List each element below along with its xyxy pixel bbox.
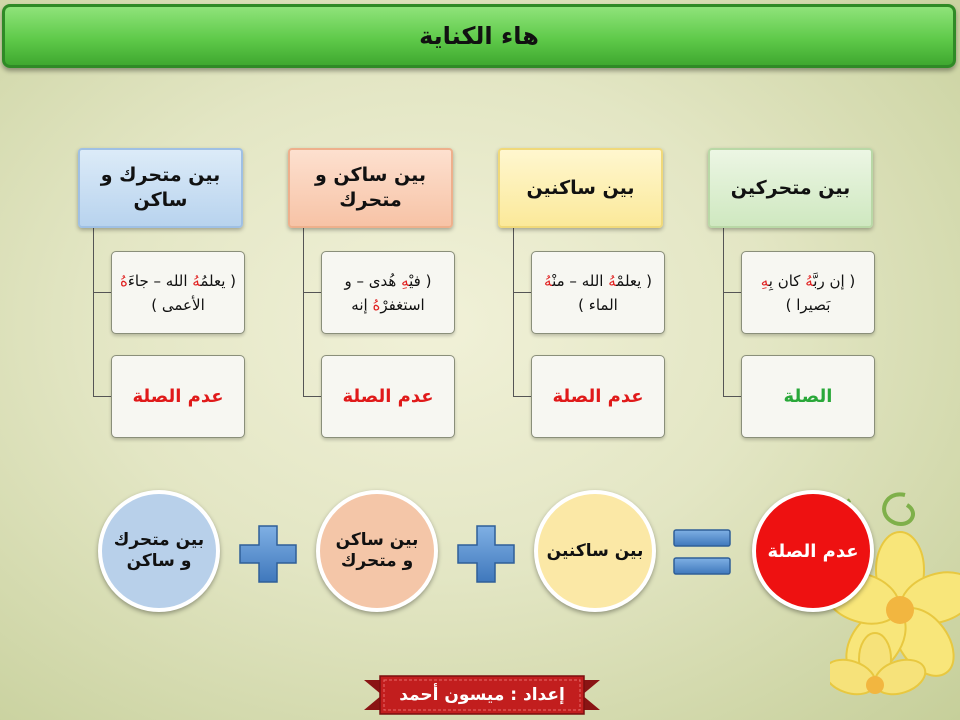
tree-connector xyxy=(93,292,111,293)
footer-author xyxy=(364,674,600,716)
page-title: هاء الكناية xyxy=(419,22,539,50)
tree-connector xyxy=(723,228,724,396)
example-text-part: هُدى – و استغفرْ xyxy=(344,271,425,314)
example-text-part: ( يعلمْ xyxy=(616,271,652,290)
column-header-label: بين متحرك و ساكن xyxy=(100,164,221,211)
tree-connector xyxy=(303,228,304,396)
equation-result-label: عدم الصلة xyxy=(767,540,859,562)
result-box xyxy=(111,355,245,438)
column-header-sakinayn xyxy=(498,148,663,228)
example-text-part: بَصيرا ) xyxy=(785,295,831,314)
ha-highlight: هِ xyxy=(760,271,769,290)
result-label: عدم الصلة xyxy=(132,385,224,407)
ha-highlight: هُ xyxy=(119,271,128,290)
example-text-part: إنه xyxy=(351,295,373,314)
example-text-part: الله – منْ xyxy=(552,271,609,290)
column-header-label: بين ساكن و متحرك xyxy=(315,164,426,211)
example-text-part: الله – جاءَ xyxy=(127,271,193,290)
title-bar xyxy=(2,4,956,68)
result-label: عدم الصلة xyxy=(552,385,644,407)
equals-icon xyxy=(672,528,732,576)
example-box xyxy=(321,251,455,334)
equation-term-circle xyxy=(534,490,656,612)
example-text-part: ( يعلمُ xyxy=(200,271,237,290)
footer-label: إعداد : ميسون أحمد xyxy=(399,685,565,705)
ha-highlight: هُ xyxy=(544,271,553,290)
tree-connector xyxy=(93,396,111,397)
tree-connector xyxy=(513,292,531,293)
example-text xyxy=(118,269,238,317)
tree-connector xyxy=(303,292,321,293)
equation-term-circle xyxy=(98,490,220,612)
equation-term-label: بين ساكنين xyxy=(546,540,644,561)
tree-connector xyxy=(723,292,741,293)
tree-connector xyxy=(513,396,531,397)
tree-connector xyxy=(513,228,514,396)
result-box xyxy=(531,355,665,438)
example-text-part: ( إن ربَّ xyxy=(813,271,856,290)
example-box xyxy=(111,251,245,334)
example-text-part: ( فيْ xyxy=(409,271,432,290)
example-text-part: الأعمى ) xyxy=(151,295,205,314)
column-header-mutaharrik-sakin xyxy=(78,148,243,228)
ha-highlight: هُ xyxy=(805,271,814,290)
example-text-part: كان بِ xyxy=(768,271,806,290)
example-text-part: الماء ) xyxy=(578,295,618,314)
ha-highlight: هِ xyxy=(401,271,410,290)
equation-term-label: بين متحرك و ساكن xyxy=(113,530,205,571)
example-text xyxy=(748,269,868,317)
equation-term-label: بين ساكن و متحرك xyxy=(335,530,419,571)
example-text xyxy=(328,269,448,317)
column-header-label: بين متحركين xyxy=(730,176,851,199)
plus-icon xyxy=(456,524,516,584)
tree-connector xyxy=(303,396,321,397)
result-label: عدم الصلة xyxy=(342,385,434,407)
example-box xyxy=(741,251,875,334)
ha-highlight: هُ xyxy=(608,271,617,290)
result-label: الصلة xyxy=(783,385,833,407)
tree-connector xyxy=(723,396,741,397)
column-header-label: بين ساكنين xyxy=(526,176,635,199)
tree-connector xyxy=(93,228,94,396)
ha-highlight: هُ xyxy=(372,295,381,314)
equation-term-circle xyxy=(316,490,438,612)
example-text xyxy=(538,269,658,317)
column-header-mutaharrikayn xyxy=(708,148,873,228)
column-header-sakin-mutaharrik xyxy=(288,148,453,228)
equation-result-circle xyxy=(752,490,874,612)
result-box xyxy=(321,355,455,438)
plus-icon xyxy=(238,524,298,584)
result-box xyxy=(741,355,875,438)
ha-highlight: هُ xyxy=(192,271,201,290)
example-box xyxy=(531,251,665,334)
